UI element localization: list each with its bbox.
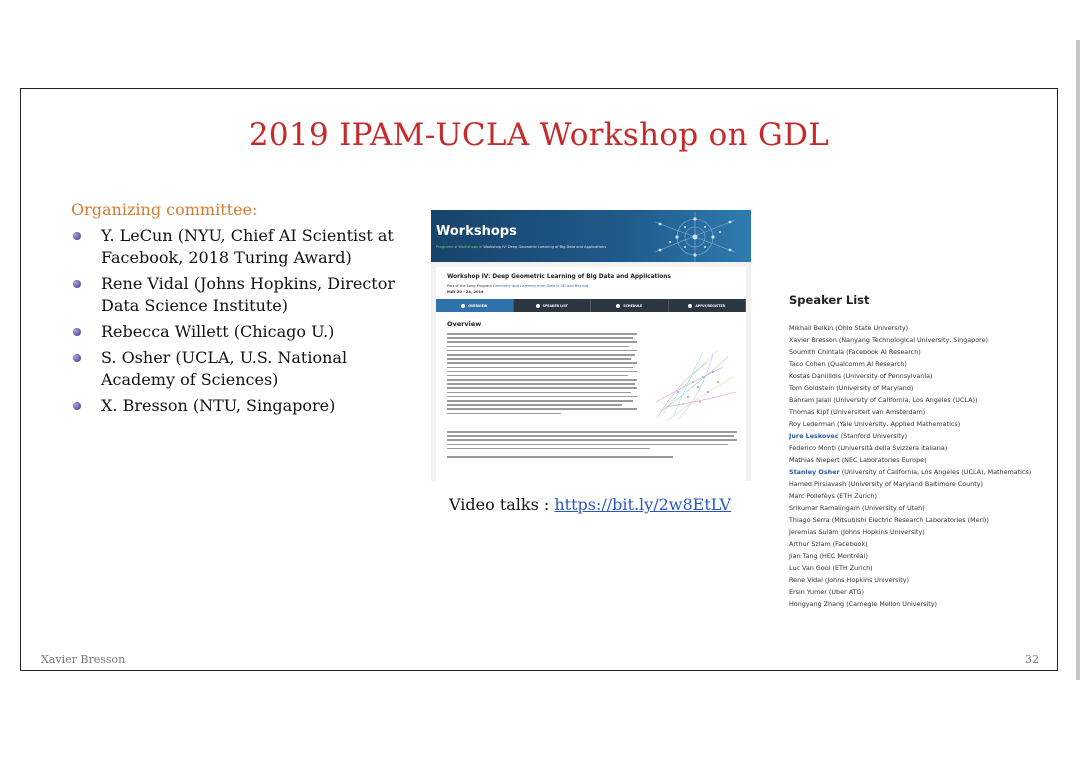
tab-apply-register[interactable] [669,299,747,312]
speaker-affiliation: (Ohio State University) [833,324,909,332]
speaker-affiliation: (University of Maryland Baltimore County) [846,480,984,488]
speaker-item [789,454,1031,466]
workshops-title: Workshops [436,224,517,239]
tab-schedule-label: SCHEDULE [623,303,643,308]
workshop-card [436,267,746,481]
speaker-affiliation: (Universiteit van Amsterdam) [828,408,926,416]
speaker-affiliation: (Nanyang Technological University, Singapore) [836,336,989,344]
breadcrumb-separator: > [479,245,484,249]
calendar-icon [616,304,620,308]
tab-overview[interactable] [436,299,514,312]
committee-member: Rene Vidal (Johns Hopkins, Director Data Science Institute) [73,273,413,317]
speaker-item [789,406,1031,418]
speaker-affiliation: (Facebook AI Research) [844,348,921,356]
speaker-name: Arthur Szlam [789,540,831,548]
speaker-item [789,418,1031,430]
speaker-item [789,370,1031,382]
speaker-affiliation: (Johns Hopkins University) [838,528,925,536]
breadcrumb-current: Workshop IV: Deep Geometric Learning of Big Data and Applications [483,245,607,249]
speaker-affiliation: (University of Utah) [859,504,925,512]
video-talks-label: Video talks : [449,495,555,514]
speaker-name: Hamed Pirsiavash [789,480,847,488]
speaker-affiliation: (Carnegie Mellon University) [844,600,938,608]
speaker-name: Srikumar Ramalingam [789,504,860,512]
speaker-affiliation: (University of California, Los Angeles (UCLA)) [831,396,978,404]
speaker-item [789,382,1031,394]
speaker-affiliation: (University of Pennsylvania) [841,372,933,380]
video-talks [449,495,731,514]
tab-speaker-list[interactable] [514,299,592,312]
window-scrollbar[interactable] [1076,40,1080,680]
speaker-name: Mathias Niepert [789,456,840,464]
speaker-name: Stanley Osher [789,468,840,476]
speaker-item [789,538,1031,550]
speaker-item [789,490,1031,502]
footer-author: Xavier Bresson [41,653,126,666]
speaker-affiliation: (Mitsubishi Electric Research Laboratories (Merl)) [829,516,989,524]
speaker-item [789,394,1031,406]
speaker-name: Hongyang Zhang [789,600,845,608]
breadcrumb-separator: > [454,245,459,249]
breadcrumb [436,245,606,249]
slide [20,88,1058,671]
speaker-affiliation: (HEC Montréal) [817,552,868,560]
speaker-name: Jeremias Sulam [789,528,839,536]
workshops-banner [431,210,751,262]
speaker-item [789,334,1031,346]
overview-heading: Overview [447,320,482,328]
speaker-affiliation: (ETH Zurich) [834,492,877,500]
speaker-name: Xavier Bresson [789,336,837,344]
speaker-affiliation: (Qualcomm AI Research) [825,360,907,368]
speaker-name: Luc Van Gool [789,564,831,572]
speaker-name: Thomas Kipf [789,408,829,416]
speaker-name: Thiago Serra [789,516,830,524]
speaker-item [789,478,1031,490]
speaker-affiliation: (University of Maryland) [834,384,914,392]
info-icon [461,304,465,308]
speaker-item [789,586,1031,598]
tab-overview-label: OVERVIEW [468,303,488,308]
workshop-program [447,284,588,288]
slide-title: 2019 IPAM-UCLA Workshop on GDL [248,117,830,153]
speaker-name: Soumith Chintala [789,348,845,356]
speaker-affiliation: (Yale University, Applied Mathematics) [834,420,961,428]
speaker-item [789,358,1031,370]
network-graphic-icon [635,212,745,262]
workshop-page-screenshot [431,210,751,481]
tab-schedule[interactable] [591,299,669,312]
speaker-name: Taco Cohen [789,360,826,368]
speaker-name: Mikhail Belkin [789,324,834,332]
speaker-name: Tom Goldstein [789,384,835,392]
committee-list [73,225,413,421]
overview-text-block-2 [447,431,737,460]
info-icon [688,304,692,308]
program-link[interactable]: Geometry and Learning from Data in 3D and Beyond [493,284,589,288]
page-number: 32 [1025,653,1039,666]
speaker-affiliation: (Johns Hopkins University) [822,576,910,584]
part-of-label: Part of the Long Program [447,284,492,288]
video-talks-link[interactable]: https://bit.ly/2w8EtLV [554,495,732,514]
people-icon [536,304,540,308]
graph-visualization-icon [648,342,738,422]
speaker-affiliation: (Uber ATG) [826,588,864,596]
speaker-name: Ersin Yumer [789,588,827,596]
speaker-item [789,514,1031,526]
speaker-item [789,322,1031,334]
speaker-name: Jure Leskovec [789,432,839,440]
committee-member: S. Osher (UCLA, U.S. National Academy of Sciences) [73,347,413,391]
speaker-list [789,322,1031,610]
speaker-name: Rene Vidal [789,576,823,584]
speaker-item [789,466,1031,478]
speaker-item [789,562,1031,574]
committee-member: X. Bresson (NTU, Singapore) [73,395,413,417]
committee-heading: Organizing committee: [71,200,258,219]
speaker-name: Marc Pollefeys [789,492,835,500]
workshop-title: Workshop IV: Deep Geometric Learning of Big Data and Applications [447,274,671,280]
committee-member: Rebecca Willett (Chicago U.) [73,321,413,343]
breadcrumb-workshops[interactable]: Workshops [458,245,478,249]
speaker-affiliation: (ETH Zurich) [830,564,873,572]
speaker-item [789,430,1031,442]
speaker-item [789,526,1031,538]
speaker-item [789,346,1031,358]
speaker-affiliation: (University of California, Los Angeles (UCLA), Mathematics) [839,468,1032,476]
speaker-affiliation: (Stanford University) [838,432,908,440]
tab-speaker-list-label: SPEAKER LIST [542,303,568,308]
speaker-name: Bahram Jalali [789,396,832,404]
committee-member: Y. LeCun (NYU, Chief AI Scientist at Facebook, 2018 Turing Award) [73,225,413,269]
speaker-item [789,598,1031,610]
speaker-affiliation: (Facebook) [830,540,868,548]
speaker-item [789,550,1031,562]
speaker-affiliation: (Università della Svizzera italiana) [835,444,948,452]
speaker-affiliation: (NEC Laboratories Europe) [839,456,927,464]
speaker-item [789,502,1031,514]
speaker-item [789,574,1031,586]
speaker-name: Kostas Daniilidis [789,372,842,380]
overview-text-block [447,333,637,417]
workshop-tabs [436,299,746,312]
workshop-date: MAY 20 - 24, 2019 [447,290,484,294]
speaker-list-heading: Speaker List [789,293,870,307]
tab-apply-register-label: APPLY/REGISTER [695,303,726,308]
speaker-name: Roy Lederman [789,420,835,428]
speaker-item [789,442,1031,454]
speaker-name: Jian Tang [789,552,818,560]
breadcrumb-programs[interactable]: Programs [436,245,454,249]
speaker-name: Federico Monti [789,444,836,452]
